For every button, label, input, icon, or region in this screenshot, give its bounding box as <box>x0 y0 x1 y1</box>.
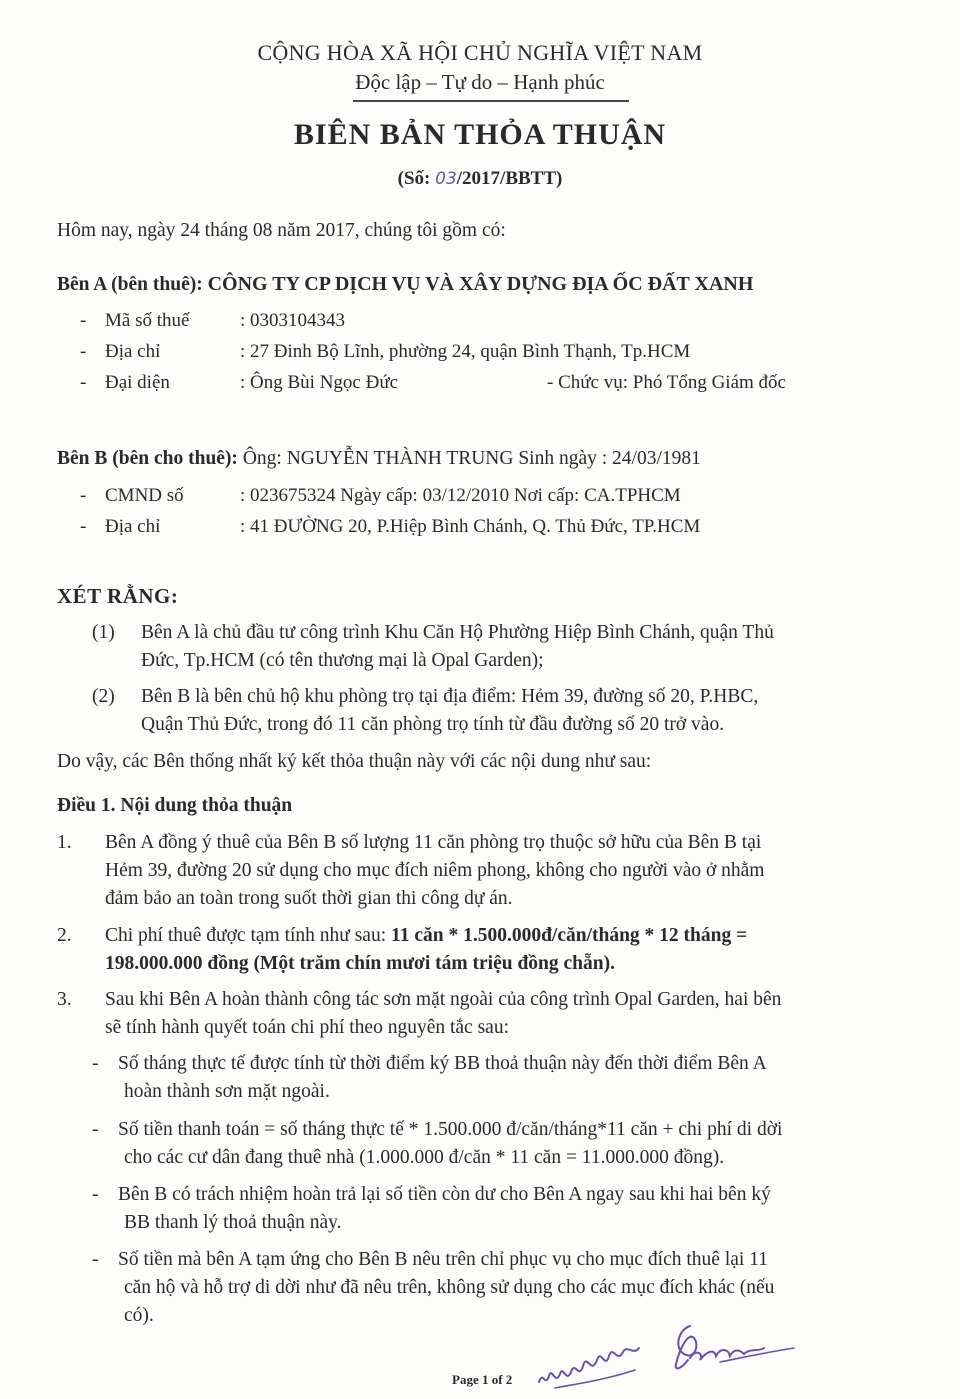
party-b-row-1-dash: - <box>80 516 87 537</box>
article-1-item-1-line2: Hẻm 39, đường 20 sử dụng cho mục đích niêm phong, không cho người vào ở nhằm <box>105 860 765 881</box>
article-1-item-1-num: 1. <box>57 832 72 853</box>
whereas-conclusion: Do vậy, các Bên thống nhất ký kết thỏa thuận này với các nội dung như sau: <box>57 751 652 772</box>
party-a-name: CÔNG TY CP DỊCH VỤ VÀ XÂY DỰNG ĐỊA ỐC ĐẤT XANH <box>207 273 754 295</box>
article-1-heading: Điều 1. Nội dung thỏa thuận <box>57 795 293 816</box>
article-1-item-1-line3: đảm bảo an toàn trong suốt thời gian thi công dự án. <box>105 888 513 909</box>
party-a-row-2-label: Đại diện <box>105 372 170 393</box>
party-b-row-0-value: : 023675324 Ngày cấp: 03/12/2010 Nơi cấp: CA.TPHCM <box>240 485 681 506</box>
party-a-row-1-dash: - <box>80 341 87 362</box>
party-a-row-0-label: Mã số thuế <box>105 310 190 331</box>
motto-underline <box>353 100 629 102</box>
bullet-4-line1: Số tiền mà bên A tạm ứng cho Bên B nêu trên chỉ phục vụ cho mục đích thuê lại 11 <box>118 1249 768 1270</box>
whereas-1-num: (1) <box>92 622 115 643</box>
document-title: BIÊN BẢN THỎA THUẬN <box>293 118 667 151</box>
whereas-2-line2: Quận Thủ Đức, trong đó 11 căn phòng trọ tính từ đầu đường số 20 trở vào. <box>141 714 725 735</box>
bullet-4-line2: căn hộ và hỗ trợ di dời như đã nêu trên, không sử dụng cho các mục đích khác (nếu <box>124 1277 775 1298</box>
party-a-row-0-dash: - <box>80 310 87 331</box>
whereas-heading: XÉT RẰNG: <box>57 584 179 608</box>
bullet-2-line2: cho các cư dân đang thuê nhà (1.000.000 đ/căn * 11 căn = 11.000.000 đồng). <box>124 1147 725 1168</box>
whereas-1-line2: Đức, Tp.HCM (có tên thương mại là Opal Garden); <box>141 650 544 671</box>
bullet-3-line1: Bên B có trách nhiệm hoàn trả lại số tiền còn dư cho Bên A ngay sau khi hai bên ký <box>118 1184 771 1205</box>
party-a-row-2-dash: - <box>80 372 87 393</box>
party-a-row-2-value: : Ông Bùi Ngọc Đức <box>240 372 399 393</box>
party-a-line <box>57 273 753 296</box>
doc-number-handwritten: 03 <box>435 169 457 189</box>
party-b-row-0-dash: - <box>80 485 87 506</box>
signature-party-a <box>660 1318 800 1383</box>
article-1-item-1-line1: Bên A đồng ý thuê của Bên B số lượng 11 căn phòng trọ thuộc sở hữu của Bên B tại <box>105 832 762 853</box>
article-1-item-2-line1 <box>105 925 747 947</box>
item-2-text: Chi phí thuê được tạm tính như sau: <box>105 925 392 946</box>
document-number <box>0 168 960 190</box>
signature-party-b <box>535 1330 645 1397</box>
national-header: CỘNG HÒA XÃ HỘI CHỦ NGHĨA VIỆT NAM <box>257 40 703 65</box>
party-b-line <box>57 448 701 470</box>
bullet-1-dash: - <box>92 1053 99 1074</box>
party-a-row-0-value: : 0303104343 <box>240 310 346 331</box>
doc-number-suffix: /2017/BBTT) <box>456 168 563 189</box>
bullet-1-line2: hoàn thành sơn mặt ngoài. <box>124 1081 330 1102</box>
party-b-row-1-value: : 41 ĐƯỜNG 20, P.Hiệp Bình Chánh, Q. Thủ Đức, TP.HCM <box>240 516 701 537</box>
party-a-row-1-value: : 27 Đinh Bộ Lĩnh, phường 24, quận Bình Thạnh, Tp.HCM <box>240 341 691 362</box>
article-1-item-2-line2: 198.000.000 đồng (Một trăm chín mươi tám triệu đồng chẵn). <box>105 953 615 974</box>
party-a-position: - Chức vụ: Phó Tổng Giám đốc <box>547 372 786 393</box>
party-a-row-1-label: Địa chỉ <box>105 341 161 362</box>
item-2-formula: 11 căn * 1.500.000đ/căn/tháng * 12 tháng = <box>391 925 748 946</box>
article-1-item-2-num: 2. <box>57 925 72 946</box>
party-b-name: Ông: NGUYỄN THÀNH TRUNG Sinh ngày : 24/03/1981 <box>242 448 701 469</box>
whereas-2-line1: Bên B là bên chủ hộ khu phòng trọ tại địa điểm: Hẻm 39, đường số 20, P.HBC, <box>141 686 759 707</box>
article-1-item-3-line1: Sau khi Bên A hoàn thành công tác sơn mặt ngoài của công trình Opal Garden, hai bên <box>105 989 782 1010</box>
bullet-3-dash: - <box>92 1184 99 1205</box>
bullet-2-dash: - <box>92 1119 99 1140</box>
party-b-row-1-label: Địa chỉ <box>105 516 161 537</box>
doc-number-prefix: (Số: <box>397 168 436 189</box>
bullet-4-dash: - <box>92 1249 99 1270</box>
bullet-3-line2: BB thanh lý thoả thuận này. <box>124 1212 342 1233</box>
page-number: Page 1 of 2 <box>452 1372 513 1387</box>
article-1-item-3-line2: sẽ tính hành quyết toán chi phí theo nguyên tắc sau: <box>105 1017 509 1038</box>
party-a-label: Bên A (bên thuê): <box>57 274 203 295</box>
whereas-1-line1: Bên A là chủ đầu tư công trình Khu Căn Hộ Phường Hiệp Bình Chánh, quận Thủ <box>141 622 774 643</box>
whereas-2-num: (2) <box>92 686 115 707</box>
bullet-4-line3: có). <box>124 1305 154 1326</box>
bullet-1-line1: Số tháng thực tế được tính từ thời điểm ký BB thoả thuận này đến thời điểm Bên A <box>118 1053 767 1074</box>
intro-line: Hôm nay, ngày 24 tháng 08 năm 2017, chúng tôi gồm có: <box>57 220 506 241</box>
party-b-row-0-label: CMND số <box>105 485 184 506</box>
party-b-label: Bên B (bên cho thuê): <box>57 448 238 469</box>
national-motto: Độc lập – Tự do – Hạnh phúc <box>355 70 605 94</box>
bullet-2-line1: Số tiền thanh toán = số tháng thực tế * 1.500.000 đ/căn/tháng*11 căn + chi phí di dời <box>118 1119 783 1140</box>
article-1-item-3-num: 3. <box>57 989 72 1010</box>
